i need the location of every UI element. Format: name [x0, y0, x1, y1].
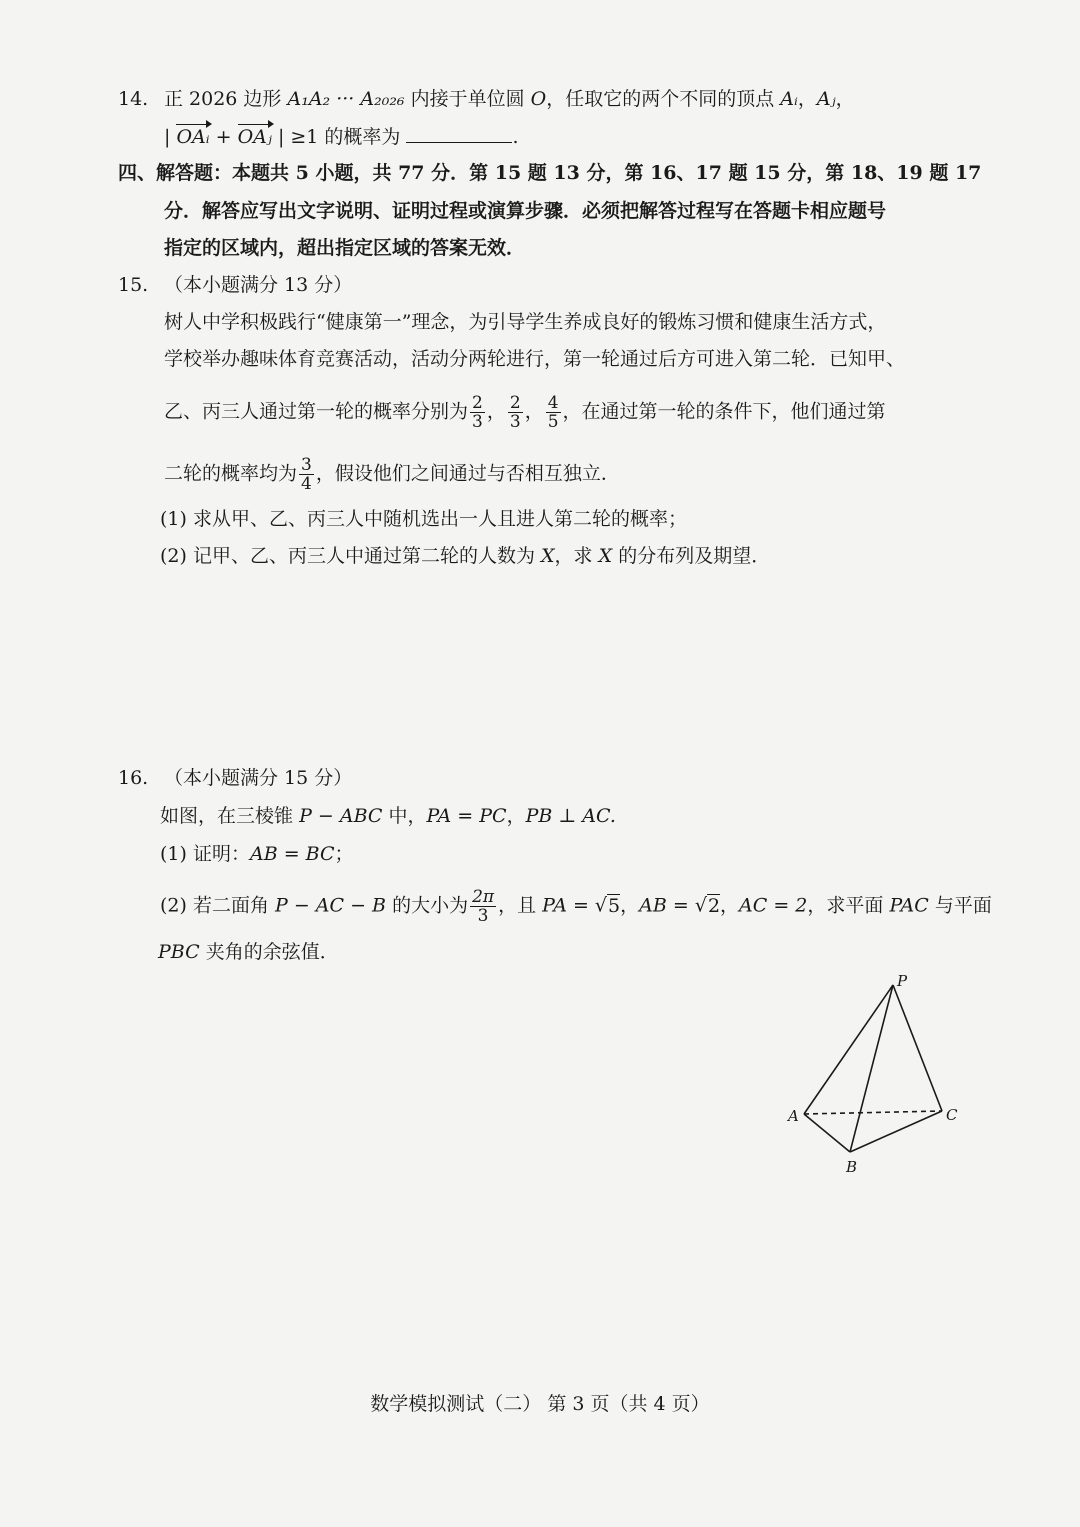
q15-line3: 乙、丙三人通过第一轮的概率分别为 $\frac{2}{3}$ ， $\frac{2}{3}$ ， $\frac{4}{5}$ ，在通过第一轮的条件下，他们通过第	[164, 393, 886, 432]
section4-line1: 四、解答题：本题共 5 小题，共 77 分．第 15 题 13 分，第 16、17 题 15 分，第 18、19 题 17	[118, 162, 982, 184]
cond-pa-pc: PA = PC	[426, 805, 507, 827]
q15-number: 15.	[118, 274, 149, 296]
circle-center: O	[530, 88, 547, 110]
page-footer: 数学模拟测试（二） 第 3 页（共 4 页）	[370, 1393, 710, 1415]
label-c: C	[946, 1106, 958, 1124]
fraction-angle	[470, 888, 496, 925]
label-b: B	[846, 1158, 858, 1176]
q15-text-a: 乙、丙三人通过第一轮的概率分别为	[164, 400, 469, 423]
q16-part2-d: ，求平面	[807, 894, 884, 917]
q15-line2: 学校举办趣味体育竞赛活动，活动分两轮进行，第一轮通过后方可进入第二轮．已知甲、	[164, 348, 906, 370]
q14-end: .	[512, 126, 519, 148]
vertex-aj: Aⱼ	[816, 88, 836, 110]
q16-text-b: 中，	[388, 805, 427, 827]
q16-number: 16.	[118, 767, 149, 789]
frac3-num: 4	[547, 393, 559, 413]
edge-pa	[804, 985, 893, 1114]
q15-part1: (1) 求从甲、乙、丙三人中随机选出一人且进人第二轮的概率；	[160, 508, 687, 530]
section4-line2: 分．解答应写出文字说明、证明过程或演算步骤．必须把解答过程写在答题卡相应题号	[164, 200, 887, 222]
q15-line1: 树人中学积极践行“健康第一”理念，为引导学生养成良好的锻炼习惯和健康生活方式，	[164, 311, 887, 333]
cond-pb-ac: PB ⊥ AC.	[525, 805, 616, 827]
answer-blank	[406, 124, 512, 143]
frac1-num: 2	[472, 393, 483, 413]
angle-num: 2π	[472, 887, 495, 907]
q16-score: （本小题满分 15 分）	[164, 767, 353, 789]
frac4-num: 3	[301, 455, 312, 475]
edge-ab	[804, 1114, 850, 1152]
q16-text-a: 如图，在三棱锥	[160, 805, 294, 827]
q16-text-last: 夹角的余弦值．	[205, 941, 339, 963]
q16-header	[118, 765, 352, 791]
pa-eq: PA =	[542, 894, 595, 917]
q16-part1-a: (1) 证明：	[160, 843, 250, 865]
q15-text-c: 二轮的概率均为	[164, 462, 298, 485]
fraction-4	[299, 456, 314, 493]
vertex-ai: Aᵢ	[780, 88, 798, 110]
polygon-name: A₁A₂ ··· A₂₀₂₆	[287, 88, 405, 110]
q15-score: （本小题满分 13 分）	[164, 274, 353, 296]
sqrt-5: 5	[608, 894, 621, 917]
edge-pb	[850, 985, 893, 1152]
var-x-1: X	[541, 545, 555, 567]
q15-part2-a: (2) 记甲、乙、丙三人中通过第二轮的人数为	[160, 545, 535, 567]
q14-line2	[164, 124, 519, 150]
q15-line4	[164, 456, 620, 493]
sqrt-2: 2	[707, 894, 721, 917]
ac-eq: AC = 2	[739, 894, 808, 917]
dihedral-name: P − AC − B	[275, 894, 387, 917]
q15-part2-c: 的分布列及期望．	[618, 545, 771, 567]
q14-text-d: | ≥1 的概率为	[271, 126, 401, 148]
frac1-den: 3	[472, 412, 483, 432]
angle-den: 3	[477, 906, 489, 926]
vector-oai: OAᵢ	[176, 126, 210, 148]
q16-part2: (2) 若二面角 P − AC − B 的大小为 $\frac{2\pi}{3}$ ，且 PA = √5，AB = √2，AC = 2，求平面 PAC 与平面	[160, 887, 992, 926]
plane-pbc: PBC	[158, 941, 200, 963]
frac3-den: 5	[547, 412, 559, 432]
q16-line1	[160, 803, 616, 829]
fraction-1	[470, 394, 485, 431]
var-x-2: X	[598, 545, 613, 567]
tetrahedron-name: P − ABC	[299, 805, 383, 827]
fraction-3	[546, 394, 561, 431]
plane-pac: PAC	[889, 894, 929, 917]
q16-part2-e: 与平面	[934, 894, 992, 917]
q15-part2	[160, 543, 770, 569]
abs-open: |	[164, 126, 177, 148]
q14-number: 14.	[118, 88, 149, 110]
q16-line-last	[158, 939, 339, 965]
claim-ab-bc: AB = BC	[249, 843, 335, 865]
edge-ac-hidden	[804, 1111, 942, 1114]
ab-eq: AB =	[639, 894, 695, 917]
q15-header	[118, 272, 352, 298]
frac2-den: 3	[509, 412, 521, 432]
frac2-num: 2	[509, 393, 521, 413]
q14-line1: 14. 正 2026 边形 A₁A₂ ··· A₂₀₂₆ 内接于单位圆 O，任取它的两个不同的顶点 Aᵢ，Aⱼ，	[118, 88, 855, 110]
q15-text-d: ，假设他们之间通过与否相互独立．	[315, 462, 620, 485]
plus-sign: +	[209, 126, 238, 148]
q16-part2-c: ，且	[498, 894, 537, 917]
q16-part1-b: ；	[334, 843, 354, 865]
edge-pc	[893, 985, 942, 1111]
q15-part2-b: ，求	[554, 545, 593, 567]
q16-part1	[160, 841, 354, 867]
q14-text-c: ，任取它的两个不同的顶点	[546, 88, 775, 110]
label-a: A	[788, 1107, 799, 1125]
q14-text-a: 正 2026 边形	[164, 88, 282, 110]
q16-text-c: ，	[506, 805, 526, 827]
q16-part2-b: 的大小为	[392, 894, 469, 917]
tetrahedron-figure	[780, 968, 970, 1178]
vector-oaj: OAⱼ	[237, 126, 272, 148]
q14-text-b: 内接于单位圆	[410, 88, 525, 110]
q15-text-b: ，在通过第一轮的条件下，他们通过第	[562, 400, 886, 423]
label-p: P	[897, 972, 908, 990]
frac4-den: 4	[301, 474, 312, 494]
edge-bc	[850, 1111, 942, 1152]
q16-part2-a: (2) 若二面角	[160, 894, 269, 917]
fraction-2	[508, 394, 523, 431]
section4-line3: 指定的区域内，超出指定区域的答案无效．	[164, 237, 526, 259]
